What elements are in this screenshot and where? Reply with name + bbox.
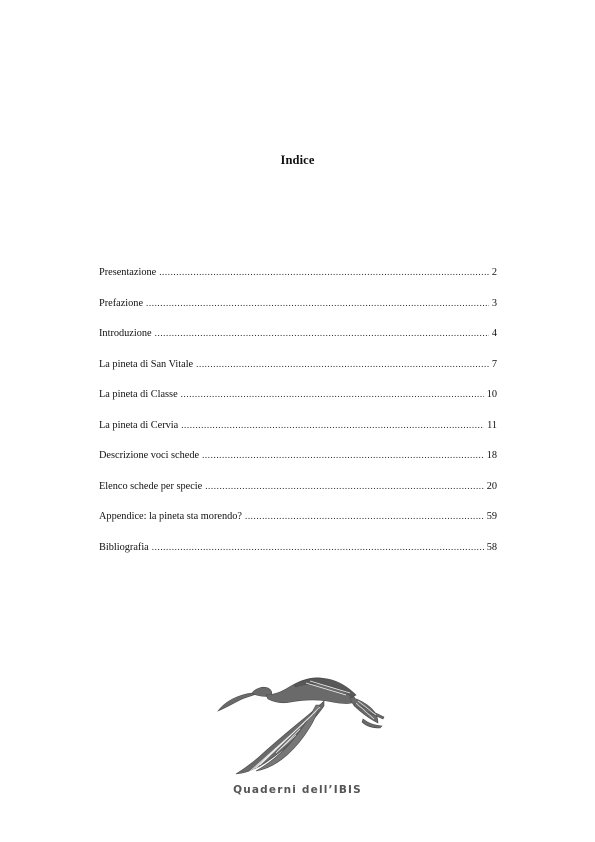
dot-leader bbox=[205, 479, 484, 493]
dot-leader bbox=[202, 448, 484, 462]
ibis-bird-icon bbox=[216, 673, 386, 778]
toc-entry-page: 18 bbox=[486, 450, 497, 461]
toc-entry bbox=[99, 448, 497, 479]
toc-entry-title: La pineta di San Vitale bbox=[99, 358, 194, 370]
toc-entry-title: Bibliografia bbox=[99, 541, 149, 553]
toc-entry bbox=[99, 326, 497, 357]
table-of-contents bbox=[99, 265, 497, 570]
series-logo-caption: Quaderni dell’IBIS bbox=[233, 784, 362, 796]
toc-entry bbox=[99, 418, 497, 449]
toc-entry-title: Presentazione bbox=[99, 267, 157, 278]
toc-entry-title: Prefazione bbox=[99, 297, 144, 309]
dot-leader bbox=[181, 387, 484, 401]
toc-entry bbox=[99, 296, 497, 327]
dot-leader bbox=[196, 357, 489, 371]
dot-leader bbox=[152, 540, 484, 554]
toc-entry bbox=[99, 357, 497, 388]
toc-entry-page: 20 bbox=[486, 480, 497, 492]
toc-entry-page: 3 bbox=[491, 297, 497, 309]
toc-entry-title: Introduzione bbox=[99, 328, 152, 339]
toc-entry-title: Descrizione voci schede bbox=[99, 450, 200, 461]
dot-leader bbox=[155, 326, 489, 340]
dot-leader bbox=[181, 418, 484, 432]
toc-entry-title: Appendice: la pineta sta morendo? bbox=[99, 511, 242, 522]
toc-entry bbox=[99, 479, 497, 510]
toc-entry-page: 10 bbox=[486, 389, 497, 400]
toc-entry-page: 4 bbox=[491, 328, 497, 339]
toc-entry-title: La pineta di Classe bbox=[99, 389, 178, 400]
toc-entry-page: 59 bbox=[486, 511, 497, 522]
toc-entry bbox=[99, 509, 497, 540]
toc-entry-page: 2 bbox=[491, 267, 497, 278]
toc-entry-page: 7 bbox=[491, 358, 497, 370]
toc-entry-page: 58 bbox=[486, 541, 497, 553]
toc-entry bbox=[99, 387, 497, 418]
dot-leader bbox=[159, 265, 489, 279]
toc-entry-title: La pineta di Cervia bbox=[99, 419, 179, 431]
dot-leader bbox=[146, 296, 489, 310]
toc-entry-title: Elenco schede per specie bbox=[99, 480, 203, 492]
toc-entry bbox=[99, 265, 497, 296]
toc-entry-page: 11 bbox=[487, 419, 497, 431]
page-title: Indice bbox=[280, 153, 315, 167]
toc-entry bbox=[99, 540, 497, 571]
dot-leader bbox=[245, 509, 484, 523]
